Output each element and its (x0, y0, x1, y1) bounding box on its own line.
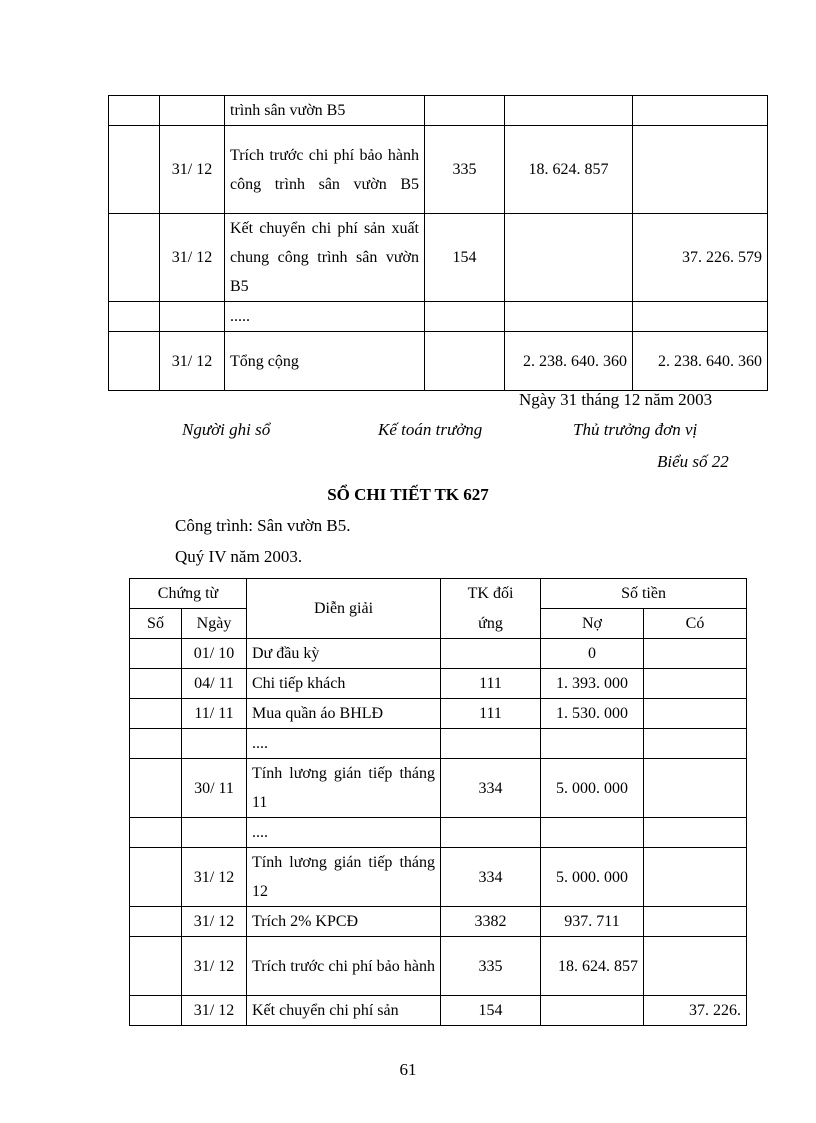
debit-cell (541, 818, 644, 848)
debit-cell (505, 302, 633, 332)
voucher-number-cell (109, 332, 160, 391)
description-cell: Trích 2% KPCĐ (247, 907, 441, 937)
voucher-date-cell: 31/ 12 (160, 214, 225, 302)
debit-cell (505, 214, 633, 302)
contra-account-cell (425, 96, 505, 126)
description-cell: Tính lương gián tiếp tháng 12 (247, 848, 441, 907)
credit-cell (644, 848, 747, 907)
table-header-row (130, 579, 747, 609)
header-voucher: Chứng từ (130, 579, 247, 609)
description-cell: .... (247, 729, 441, 759)
voucher-date-cell: 31/ 12 (182, 848, 247, 907)
description-cell: Mua quần áo BHLĐ (247, 699, 441, 729)
total-label-cell: Tổng cộng (225, 332, 425, 391)
description-cell: Kết chuyển chi phí sản xuất chung công trình sân vườn B5 (225, 214, 425, 302)
voucher-number-cell (130, 759, 182, 818)
table-row (130, 818, 747, 848)
table-row (130, 669, 747, 699)
voucher-date-cell: 30/ 11 (182, 759, 247, 818)
table-row (130, 729, 747, 759)
credit-cell: 37. 226. (644, 996, 747, 1026)
signature-chief-accountant: Kế toán trưởng (378, 420, 483, 439)
header-debit: Nợ (541, 609, 644, 639)
contra-account-cell: 3382 (441, 907, 541, 937)
debit-cell: 5. 000. 000 (541, 848, 644, 907)
credit-cell (644, 759, 747, 818)
header-amount: Số tiền (541, 579, 747, 609)
total-credit-cell: 2. 238. 640. 360 (633, 332, 768, 391)
contra-account-cell: 334 (441, 848, 541, 907)
period-line: Quý IV năm 2003. (175, 547, 303, 566)
signature-head-of-unit: Thủ trưởng đơn vị (573, 420, 698, 439)
voucher-number-cell (130, 818, 182, 848)
contra-account-cell: 335 (441, 937, 541, 996)
voucher-number-cell (130, 937, 182, 996)
continued-ledger-table (108, 95, 768, 391)
contra-account-cell (425, 302, 505, 332)
contra-account-cell (441, 729, 541, 759)
debit-cell: 937. 711 (541, 907, 644, 937)
voucher-date-cell: 11/ 11 (182, 699, 247, 729)
voucher-number-cell (130, 699, 182, 729)
voucher-number-cell (130, 907, 182, 937)
voucher-number-cell (109, 214, 160, 302)
voucher-date-cell (182, 729, 247, 759)
debit-cell: 18. 624. 857 (505, 126, 633, 214)
table-row (130, 907, 747, 937)
description-cell: Trích trước chi phí bảo hành (247, 937, 441, 996)
ledger-table-627 (129, 578, 747, 1026)
voucher-number-cell (130, 729, 182, 759)
voucher-number-cell (109, 126, 160, 214)
voucher-date-cell: 04/ 11 (182, 669, 247, 699)
voucher-date-cell: 01/ 10 (182, 639, 247, 669)
description-cell: Dư đầu kỳ (247, 639, 441, 669)
description-cell: ..... (225, 302, 425, 332)
table-row-total (109, 332, 768, 391)
contra-account-cell: 335 (425, 126, 505, 214)
debit-cell: 0 (541, 639, 644, 669)
voucher-date-cell (182, 818, 247, 848)
voucher-number-cell (130, 639, 182, 669)
page-number: 61 (399, 1060, 417, 1079)
date-line: Ngày 31 tháng 12 năm 2003 (519, 390, 713, 409)
credit-cell (644, 729, 747, 759)
contra-account-cell: 154 (425, 214, 505, 302)
table-row (109, 214, 768, 302)
table-row (130, 759, 747, 818)
voucher-number-cell (109, 302, 160, 332)
credit-cell (644, 818, 747, 848)
table-row (130, 699, 747, 729)
table-row (109, 302, 768, 332)
description-cell: trình sân vườn B5 (225, 96, 425, 126)
voucher-date-cell: 31/ 12 (182, 996, 247, 1026)
voucher-date-cell: 31/ 12 (160, 126, 225, 214)
contra-account-cell (425, 332, 505, 391)
voucher-date-cell (160, 302, 225, 332)
description-cell: Chi tiếp khách (247, 669, 441, 699)
header-contra-account-2: ứng (441, 609, 541, 639)
contra-account-cell: 111 (441, 699, 541, 729)
credit-cell (633, 302, 768, 332)
contra-account-cell: 111 (441, 669, 541, 699)
credit-cell (644, 937, 747, 996)
signature-recorder: Người ghi sổ (182, 420, 271, 439)
header-description: Diễn giải (247, 579, 441, 639)
credit-cell (644, 669, 747, 699)
contra-account-cell (441, 639, 541, 669)
description-cell: Kết chuyển chi phí sản (247, 996, 441, 1026)
voucher-date-cell: 31/ 12 (182, 937, 247, 996)
debit-cell: 1. 393. 000 (541, 669, 644, 699)
voucher-number-cell (130, 848, 182, 907)
project-line: Công trình: Sân vườn B5. (175, 516, 351, 535)
table-row (130, 996, 747, 1026)
debit-cell (541, 996, 644, 1026)
debit-cell: 1. 530. 000 (541, 699, 644, 729)
description-cell: .... (247, 818, 441, 848)
voucher-date-cell: 31/ 12 (160, 332, 225, 391)
debit-cell: 5. 000. 000 (541, 759, 644, 818)
form-label: Biểu số 22 (657, 452, 729, 471)
header-date: Ngày (182, 609, 247, 639)
voucher-number-cell (130, 669, 182, 699)
table-row (109, 96, 768, 126)
header-contra-account: TK đối (441, 579, 541, 609)
voucher-date-cell (160, 96, 225, 126)
debit-cell: 18. 624. 857 (541, 937, 644, 996)
header-credit: Có (644, 609, 747, 639)
debit-cell (505, 96, 633, 126)
contra-account-cell: 334 (441, 759, 541, 818)
table-row (109, 126, 768, 214)
table-row (130, 937, 747, 996)
credit-cell (644, 699, 747, 729)
voucher-date-cell: 31/ 12 (182, 907, 247, 937)
page-title: SỔ CHI TIẾT TK 627 (327, 485, 489, 504)
credit-cell (644, 639, 747, 669)
table-row (130, 639, 747, 669)
voucher-number-cell (130, 996, 182, 1026)
total-debit-cell: 2. 238. 640. 360 (505, 332, 633, 391)
voucher-number-cell (109, 96, 160, 126)
debit-cell (541, 729, 644, 759)
credit-cell (633, 96, 768, 126)
contra-account-cell: 154 (441, 996, 541, 1026)
description-cell: Tính lương gián tiếp tháng 11 (247, 759, 441, 818)
header-number: Số (130, 609, 182, 639)
description-cell: Trích trước chi phí bảo hành công trình sân vườn B5 (225, 126, 425, 214)
credit-cell (633, 126, 768, 214)
contra-account-cell (441, 818, 541, 848)
credit-cell: 37. 226. 579 (633, 214, 768, 302)
table-row (130, 848, 747, 907)
credit-cell (644, 907, 747, 937)
